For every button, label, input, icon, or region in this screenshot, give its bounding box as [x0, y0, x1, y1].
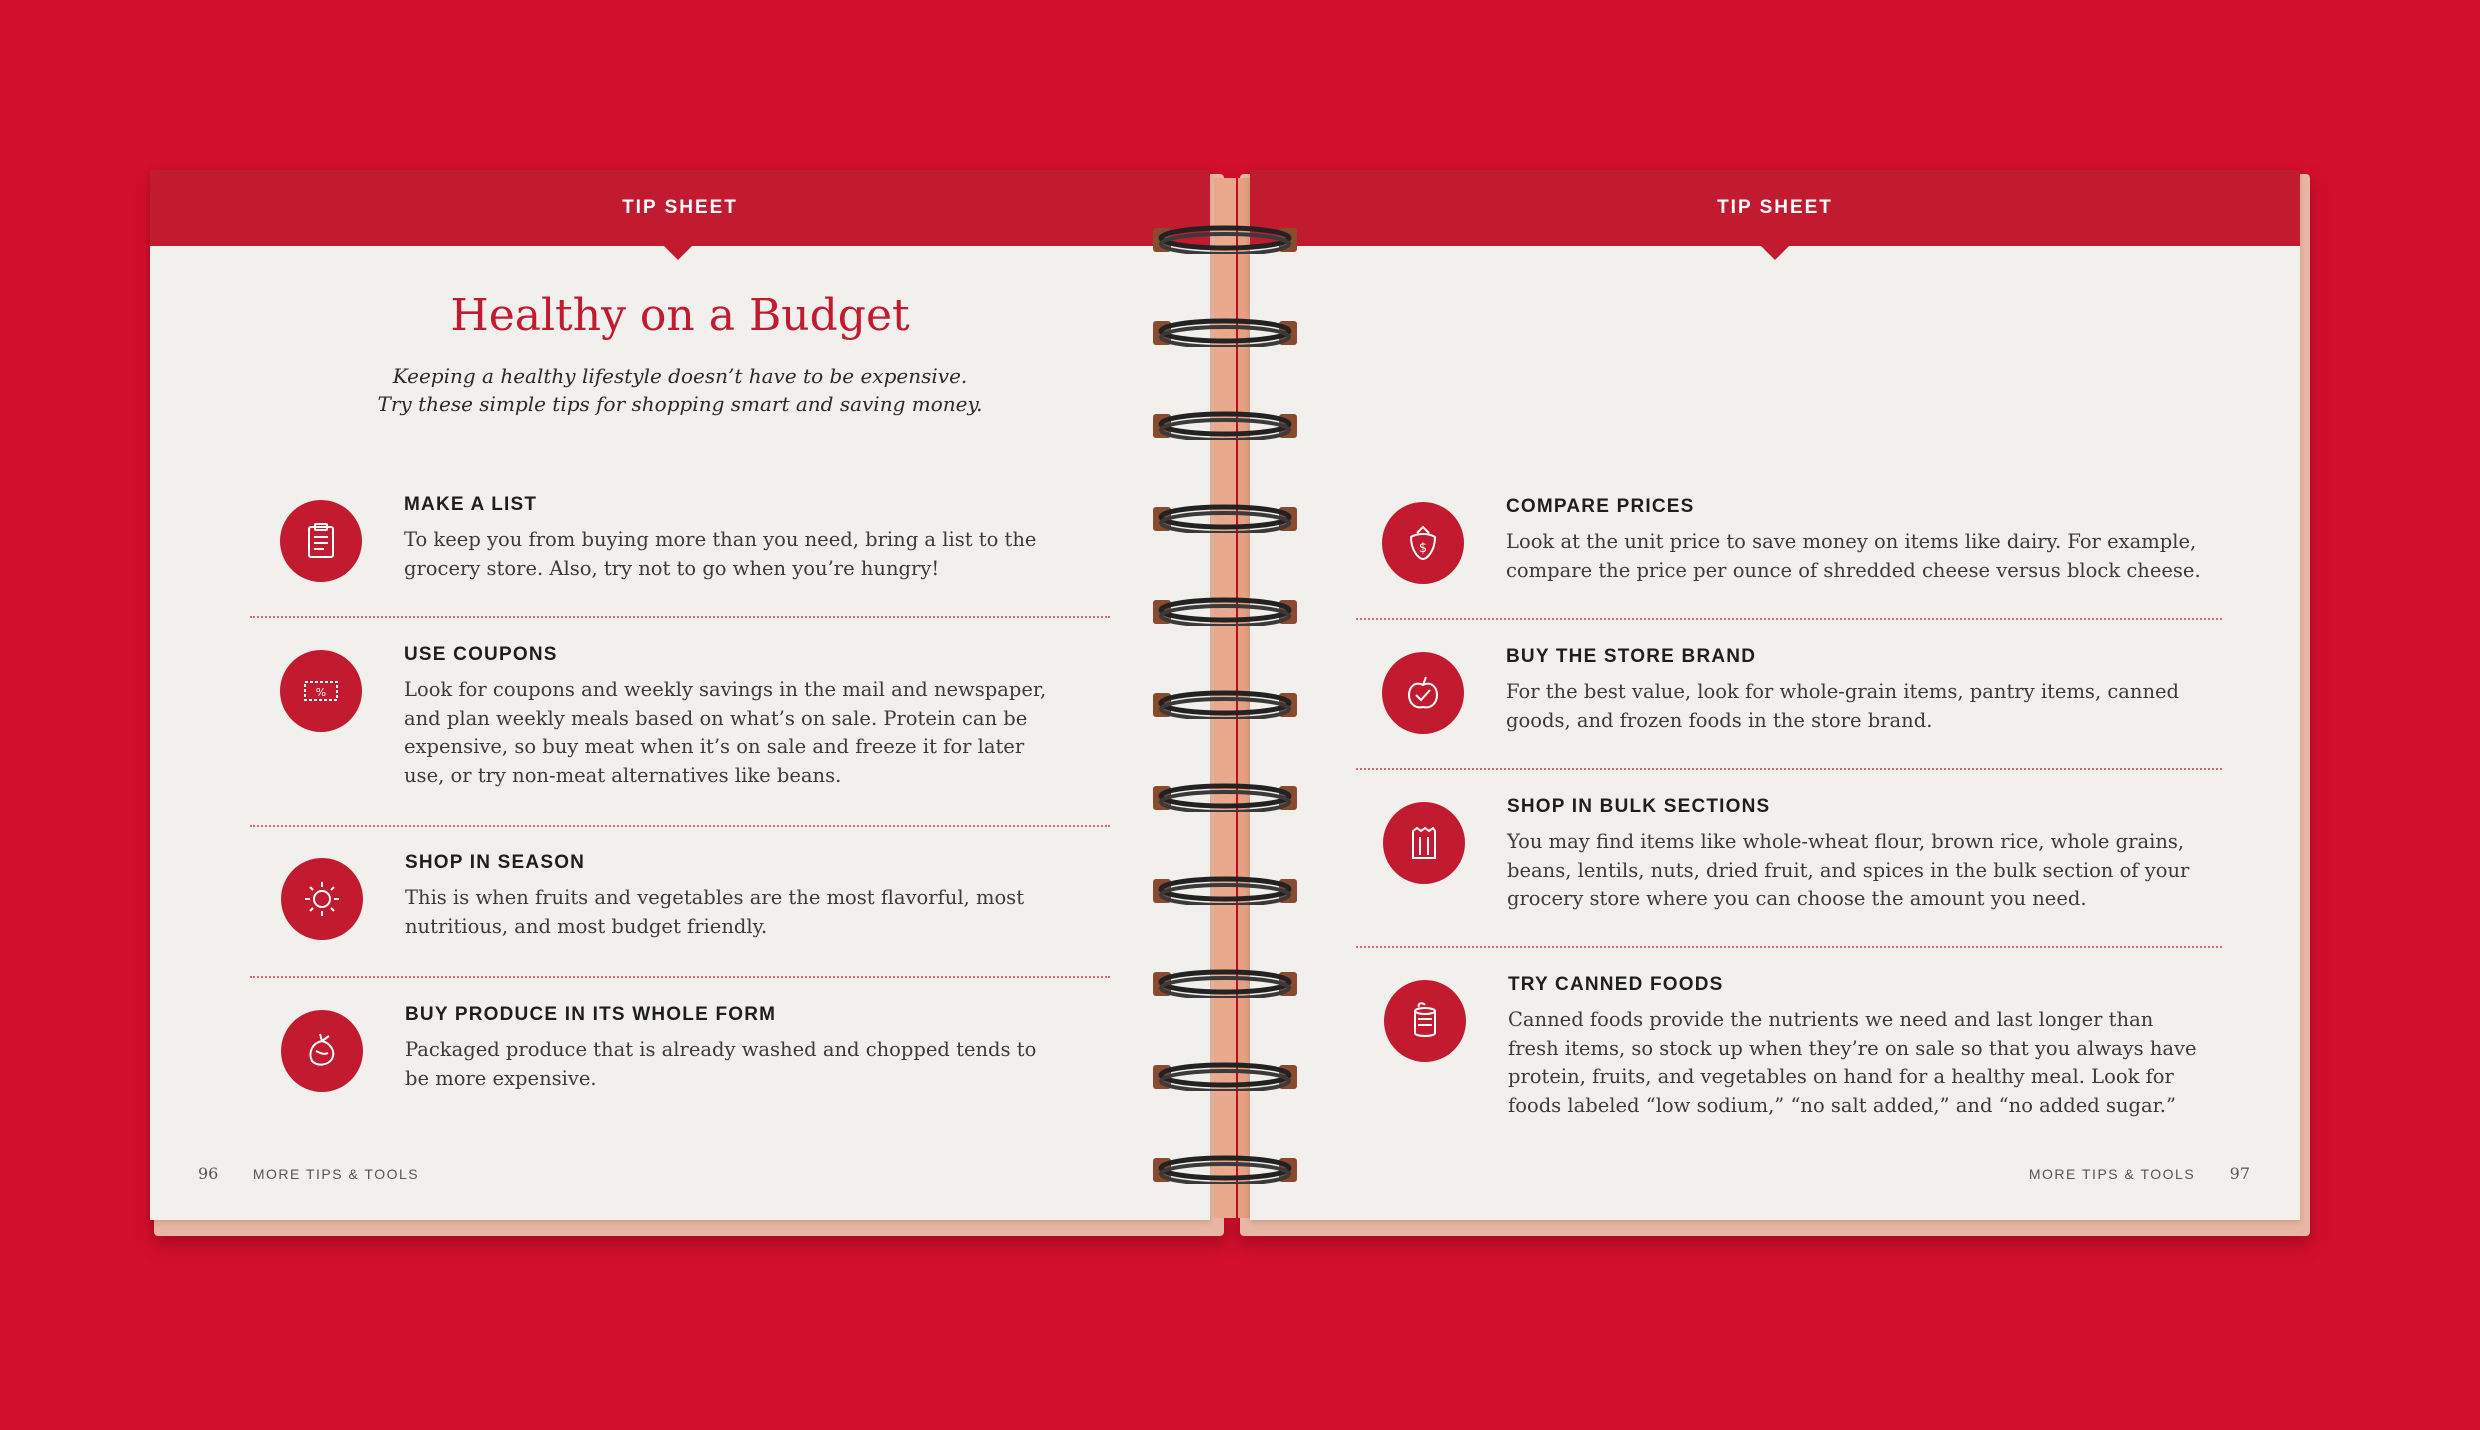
- canned-food-icon: [1384, 980, 1466, 1062]
- spiral-coil: [1145, 220, 1305, 254]
- spiral-coil: [1145, 406, 1305, 440]
- spiral-notebook: [150, 170, 2300, 1230]
- tip-heading: BUY PRODUCE IN ITS WHOLE FORM: [405, 1004, 777, 1025]
- spiral-coil: [1145, 964, 1305, 998]
- page-subtitle: [150, 362, 1210, 418]
- tip-body: Look at the unit price to save money on items like dairy. For example, compare the price per ounce of shredded cheese versus block cheese.: [1506, 530, 2201, 582]
- apple-check-icon: [1382, 652, 1464, 734]
- tip-body: This is when fruits and vegetables are the most flavorful, most nutritious, and most budget friendly.: [405, 886, 1025, 938]
- tip-body: For the best value, look for whole-grain items, pantry items, canned goods, and frozen foods in the store brand.: [1506, 680, 2180, 732]
- tip-heading: COMPARE PRICES: [1506, 496, 1695, 517]
- right-band: [1250, 170, 2300, 246]
- left-footer: [198, 1164, 419, 1184]
- tip-body: Look for coupons and weekly savings in the mail and newspaper, and plan weekly meals based on what’s on sale. Protein can be expensive, so buy meat when it’s on sale and freeze it for later use, or try non-meat alternatives like beans.: [404, 678, 1047, 787]
- divider: [250, 616, 1110, 618]
- tip-body: You may find items like whole-wheat flour, brown rice, whole grains, beans, lentils, nuts, dried fruit, and spices in the bulk section of your grocery store where you can choose the amount you need.: [1507, 830, 2190, 910]
- svg-text:$: $: [1418, 541, 1428, 556]
- spiral-coil: [1145, 499, 1305, 533]
- tip-heading: SHOP IN BULK SECTIONS: [1507, 796, 1771, 817]
- tip-body: Canned foods provide the nutrients we need and last longer than fresh items, so stock up when they’re on sale so that you always have protein, fruits, and vegetables on hand for a healthy meal. Look for foods labeled “low sodium,” “no salt added,” and “no added sugar.”: [1508, 1008, 2197, 1117]
- tip-heading: SHOP IN SEASON: [405, 852, 586, 873]
- spiral-coil: [1145, 685, 1305, 719]
- tip-body: To keep you from buying more than you need, bring a list to the grocery store. Also, try not to go when you’re hungry!: [404, 528, 1037, 580]
- page-number: 97: [2229, 1164, 2250, 1183]
- spiral-coil: [1145, 592, 1305, 626]
- spiral-coil: [1145, 313, 1305, 347]
- left-band: [150, 170, 1210, 246]
- subtitle-line-1: Keeping a healthy lifestyle doesn’t have to be expensive.: [392, 364, 968, 388]
- tip-heading: MAKE A LIST: [404, 494, 538, 515]
- spiral-coil: [1145, 1057, 1305, 1091]
- footer-label: MORE TIPS & TOOLS: [2028, 1166, 2196, 1182]
- divider: [250, 825, 1110, 827]
- divider: [1356, 946, 2222, 948]
- subtitle-line-2: Try these simple tips for shopping smart and saving money.: [377, 392, 983, 416]
- tip-heading: TRY CANNED FOODS: [1508, 974, 1724, 995]
- strawberry-dollar-icon: [1382, 502, 1464, 584]
- right-page: [1250, 170, 2300, 1220]
- left-band-label: TIP SHEET: [622, 197, 738, 218]
- footer-label: MORE TIPS & TOOLS: [252, 1166, 420, 1182]
- clipboard-list-icon: [280, 500, 362, 582]
- divider: [1356, 768, 2222, 770]
- page-number: 96: [198, 1164, 219, 1183]
- spiral-coil: [1145, 1150, 1305, 1184]
- left-band-notch: [664, 246, 692, 260]
- left-page: [150, 170, 1210, 1220]
- tip-heading: BUY THE STORE BRAND: [1506, 646, 1757, 667]
- spiral-coil: [1145, 778, 1305, 812]
- tip-body: Packaged produce that is already washed and chopped tends to be more expensive.: [405, 1038, 1037, 1090]
- produce-bunch-icon: [281, 1010, 363, 1092]
- sun-icon: [281, 858, 363, 940]
- right-band-label: TIP SHEET: [1717, 197, 1833, 218]
- divider: [1356, 618, 2222, 620]
- coupon-icon: [280, 650, 362, 732]
- tip-heading: USE COUPONS: [404, 644, 558, 665]
- page-title: Healthy on a Budget: [450, 290, 910, 341]
- divider: [250, 976, 1110, 978]
- svg-text:%: %: [315, 686, 327, 699]
- right-footer: [2029, 1164, 2250, 1184]
- right-band-notch: [1761, 246, 1789, 260]
- bulk-bag-icon: [1383, 802, 1465, 884]
- spiral-coil: [1145, 871, 1305, 905]
